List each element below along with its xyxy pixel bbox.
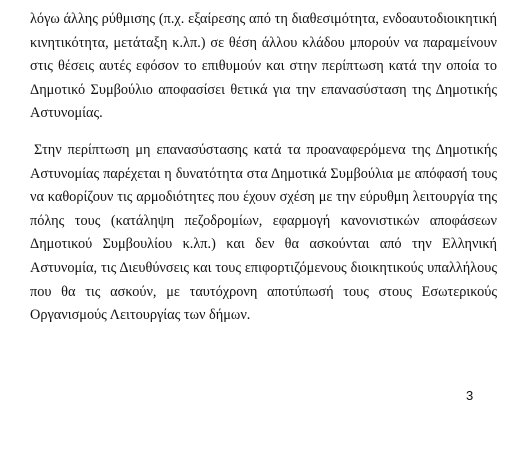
text-line: Δημοτικού Συμβουλίου κ.λπ.) και δεν θα ασκούνται από την Ελληνική — [30, 236, 497, 253]
text-line: που θα τις ασκούν, με ταυτόχρονη αποτύπωσή τους στους Εσωτερικούς — [30, 283, 497, 300]
text-line: Αστυνομία, τις Διευθύνσεις και τους επιφορτιζόμενους διοικητικούς υπαλλήλους — [30, 259, 497, 276]
paragraph-2 — [30, 139, 497, 328]
text-line: να καθορίζουν τις αρμοδιότητες που έχουν σχέση με την εύρυθμη λειτουργία της — [30, 189, 497, 206]
page-number: 3 — [466, 388, 474, 403]
text-line: Αστυνομίας. — [30, 105, 103, 122]
document-body — [30, 8, 497, 328]
text-line: κινητικότητα, μετάταξη κ.λπ.) σε θέση άλλου κλάδου μπορούν να παραμείνουν — [30, 34, 497, 51]
text-line: Οργανισμούς Λειτουργίας των δήμων. — [30, 307, 251, 324]
text-line: πόλης τους (κατάληψη πεζοδρομίων, εφαρμογή κανονιστικών αποφάσεων — [30, 212, 497, 229]
text-line: λόγω άλλης ρύθμισης (π.χ. εξαίρεσης από τη διαθεσιμότητα, ενδοαυτοδιοικητική — [30, 11, 497, 27]
text-line: στις θέσεις αυτές εφόσον το επιθυμούν και στην περίπτωση κατά την οποία το — [30, 58, 497, 75]
paragraph-1 — [30, 8, 497, 126]
text-line: Δημοτικό Συμβούλιο αποφασίσει θετικά για την επανασύσταση της Δημοτικής — [30, 81, 497, 98]
text-line: Αστυνομίας παρέχεται η δυνατότητα στα Δημοτικά Συμβούλια με απόφασή τους — [30, 165, 497, 182]
text-line: Στην περίπτωση μη επανασύστασης κατά τα προαναφερόμενα της Δημοτικής — [34, 141, 497, 158]
